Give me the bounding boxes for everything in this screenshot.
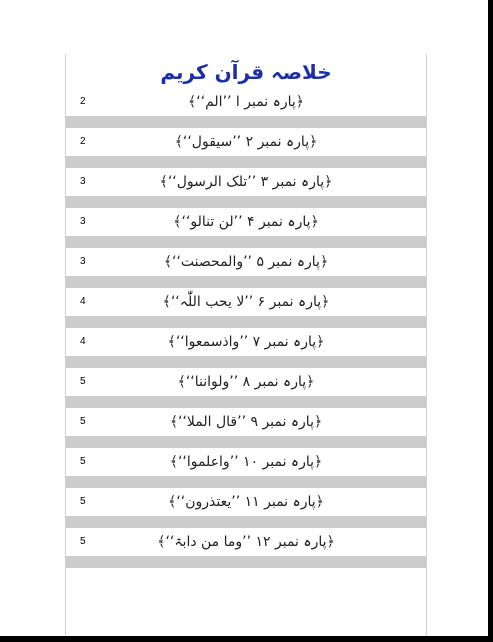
toc-entry-text: ﴿پارہ نمبر ۵ ’’والمحصنت‘‘﴾ — [163, 254, 329, 270]
row-separator-band — [66, 356, 426, 368]
toc-row — [66, 408, 426, 448]
toc-entry-text: ﴿پارہ نمبر ۹ ’’قال الملا‘‘﴾ — [169, 414, 323, 430]
toc-page-number: 3 — [80, 256, 86, 267]
row-separator-band — [66, 276, 426, 288]
toc-row — [66, 128, 426, 168]
window-frame-right — [488, 0, 493, 642]
toc-entry-text: ﴿پارہ نمبر ۳ ’’تلک الرسول‘‘﴾ — [159, 174, 333, 190]
toc-entry-text: ﴿پارہ نمبر ۷ ’’واذسمعوا‘‘﴾ — [167, 334, 325, 350]
toc-page-number: 2 — [80, 136, 86, 147]
toc-entry-text: ﴿پارہ نمبر ۱۱ ’’یعتذرون‘‘﴾ — [168, 494, 324, 510]
toc-entry-text: ﴿پارہ نمبر ۸ ’’ولواننا‘‘﴾ — [177, 374, 315, 390]
toc-page-number: 5 — [80, 496, 86, 507]
toc-page-number: 4 — [80, 336, 86, 347]
row-separator-band — [66, 516, 426, 528]
toc-row — [66, 368, 426, 408]
row-separator-band — [66, 436, 426, 448]
toc-row — [66, 168, 426, 208]
toc-entry-text: ﴿پارہ نمبر ۱۲ ’’وما من دابۃ‘‘﴾ — [157, 534, 335, 550]
toc-entry-text: ﴿پارہ نمبر ۱۰ ’’واعلموا‘‘﴾ — [169, 454, 323, 470]
toc-row — [66, 88, 426, 128]
toc-page-number: 5 — [80, 416, 86, 427]
document-title: خلاصہ قرآن کریم — [160, 60, 332, 84]
row-separator-band — [66, 236, 426, 248]
toc-row — [66, 528, 426, 568]
toc-row — [66, 328, 426, 368]
toc-page-number: 3 — [80, 216, 86, 227]
toc-page-number: 5 — [80, 376, 86, 387]
toc-entry-text: ﴿پارہ نمبر ۶ ’’لا یحب اللّٰہ‘‘﴾ — [162, 294, 330, 310]
row-separator-band — [66, 316, 426, 328]
toc-row — [66, 248, 426, 288]
toc-page-number: 4 — [80, 296, 86, 307]
toc-row — [66, 488, 426, 528]
row-separator-band — [66, 476, 426, 488]
row-separator-band — [66, 196, 426, 208]
toc-entry-text: ﴿پارہ نمبر ۲ ’’سیقول‘‘﴾ — [174, 134, 318, 150]
table-of-contents — [66, 88, 426, 568]
window-frame-bottom — [0, 636, 493, 642]
toc-row — [66, 448, 426, 488]
row-separator-band — [66, 116, 426, 128]
toc-entry-text: ﴿پارہ نمبر ۴ ’’لن تنالو‘‘﴾ — [173, 214, 319, 230]
row-separator-band — [66, 156, 426, 168]
toc-page-number: 2 — [80, 96, 86, 107]
toc-page-number: 5 — [80, 536, 86, 547]
document-page — [65, 54, 427, 636]
toc-page-number: 5 — [80, 456, 86, 467]
toc-row — [66, 288, 426, 328]
row-separator-band — [66, 556, 426, 568]
row-separator-band — [66, 396, 426, 408]
toc-page-number: 3 — [80, 176, 86, 187]
toc-entry-text: ﴿پارہ نمبر ا ’’الم‘‘﴾ — [188, 94, 304, 110]
toc-row — [66, 208, 426, 248]
